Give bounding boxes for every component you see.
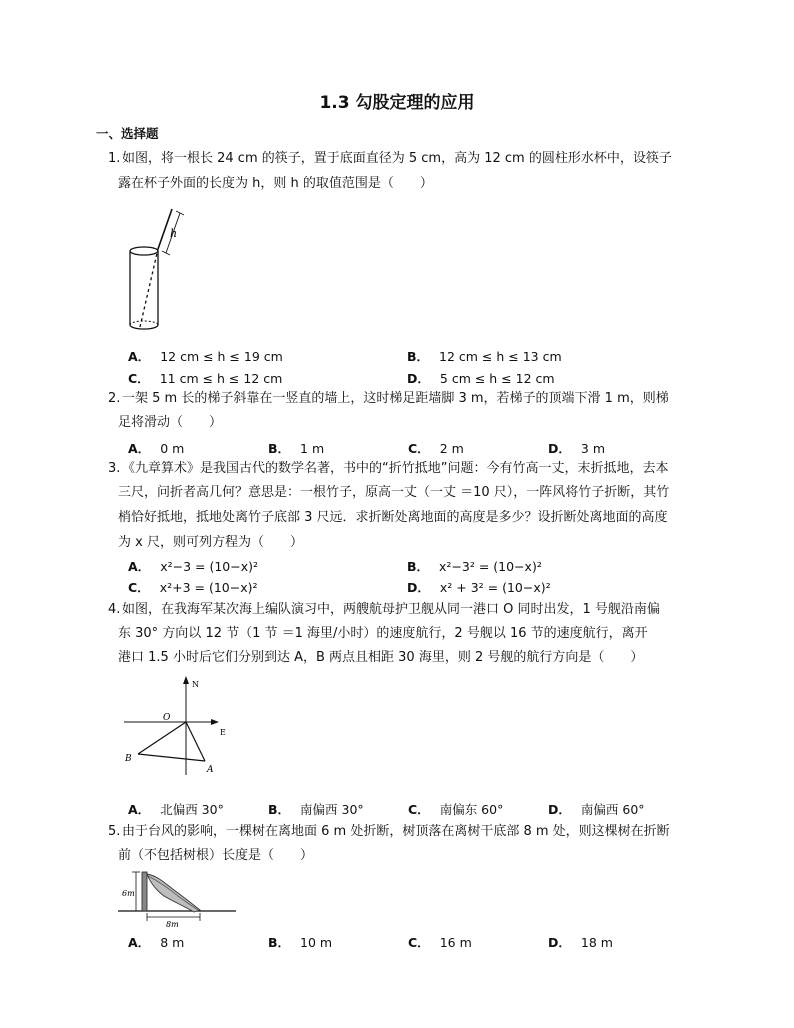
q4-option-b[interactable] [268, 800, 364, 818]
q1-number: 1. [108, 151, 121, 166]
q5-option-c-label: C． [408, 935, 430, 950]
q1-option-d-label: D． [407, 371, 430, 386]
q2-option-d-label: D． [548, 441, 571, 456]
q1-option-a-text: 12 cm ≤ h ≤ 19 cm [160, 349, 283, 364]
q3-line-2: 三尺，问折者高几何？意思是：一根竹子，原高一丈（一丈 ＝10 尺），一阵风将竹子折断，其竹 [118, 485, 670, 500]
q3-line-3: 梢恰好抵地，抵地处离竹子底部 3 尺远．求折断处离地面的高度是多少？设折断处离地面的高度 [118, 510, 668, 525]
q4-option-c[interactable] [408, 800, 503, 818]
east-label: E [220, 728, 226, 737]
tree-height-label: 6m [122, 889, 135, 898]
q3-line-4: 为 x 尺，则可列方程为（ ） [118, 535, 303, 550]
q4-option-a[interactable] [128, 800, 224, 818]
q1-option-d[interactable] [407, 369, 555, 387]
q1-option-c-label: C． [128, 371, 150, 386]
q5-number: 5. [108, 824, 121, 839]
section-heading: 一、选择题 [96, 126, 159, 141]
q2-number: 2. [108, 391, 121, 406]
q1-option-d-text: 5 cm ≤ h ≤ 12 cm [439, 371, 555, 386]
q3-option-a-text: x²−3 = (10−x)² [160, 559, 258, 574]
q1-line-1: 如图，将一根长 24 cm 的筷子，置于底面直径为 5 cm，高为 12 cm 的圆柱形水杯中，设筷子 [122, 151, 672, 166]
q4-number: 4. [108, 602, 121, 617]
q5-option-b-text: 10 m [300, 935, 333, 950]
q2-option-c-label: C． [408, 441, 430, 456]
q3-option-c-text: x²+3 = (10−x)² [159, 580, 258, 595]
q4-option-d[interactable] [548, 800, 645, 818]
q2-option-a-text: 0 m [160, 441, 185, 456]
compass-figure [120, 675, 240, 780]
q2-option-a[interactable] [128, 439, 184, 457]
q4-line-2: 东 30° 方向以 12 节（1 节 ＝1 海里/小时）的速度航行，2 号舰以 16 节的速度航行，离开 [118, 626, 648, 641]
q4-option-b-text: 南偏西 30° [300, 802, 364, 817]
page-title: 1.3 勾股定理的应用 [319, 93, 475, 113]
tree-distance-label: 8m [166, 920, 179, 928]
q5-option-a-text: 8 m [160, 935, 185, 950]
q5-option-c[interactable] [408, 933, 472, 951]
q3-option-c[interactable] [128, 578, 257, 596]
q3-line-1: 《九章算术》是我国古代的数学名著，书中的“折竹抵地”问题：今有竹高一丈，末折抵地，去本 [122, 461, 669, 476]
q3-option-c-label: C． [128, 580, 150, 595]
q4-option-a-label: A． [128, 802, 151, 817]
q5-option-d-label: D． [548, 935, 571, 950]
q1-option-b[interactable] [407, 347, 562, 365]
q4-option-c-label: C． [408, 802, 430, 817]
q3-option-d-text: x² + 3² = (10−x)² [439, 580, 551, 595]
point-b-label: B [125, 754, 132, 764]
q4-option-a-text: 北偏西 30° [160, 802, 224, 817]
q4-line-3: 港口 1.5 小时后它们分别到达 A，B 两点且相距 30 海里，则 2 号舰的航行方向是（ ） [118, 650, 644, 665]
q2-line-1: 一架 5 m 长的梯子斜靠在一竖直的墙上，这时梯足距墙脚 3 m，若梯子的顶端下滑 1 m，则梯 [122, 391, 669, 406]
q2-option-b[interactable] [268, 439, 324, 457]
q3-option-d[interactable] [407, 578, 551, 596]
q5-option-b-label: B． [268, 935, 291, 950]
q5-option-b[interactable] [268, 933, 332, 951]
q1-option-c[interactable] [128, 369, 282, 387]
q3-option-b[interactable] [407, 557, 542, 575]
q2-option-c-text: 2 m [439, 441, 464, 456]
q1-option-a-label: A． [128, 349, 151, 364]
point-a-label: A [207, 765, 214, 775]
q2-option-b-label: B． [268, 441, 291, 456]
q4-line-1: 如图，在我海军某次海上编队演习中，两艘航母护卫舰从同一港口 O 同时出发，1 号舰沿南偏 [122, 602, 660, 617]
q2-option-a-label: A． [128, 441, 151, 456]
q3-option-a-label: A． [128, 559, 151, 574]
q5-option-c-text: 16 m [439, 935, 472, 950]
q3-option-b-text: x²−3² = (10−x)² [439, 559, 542, 574]
q4-option-b-label: B． [268, 802, 291, 817]
north-label: N [192, 680, 199, 689]
q1-option-b-text: 12 cm ≤ h ≤ 13 cm [439, 349, 562, 364]
broken-tree-figure [118, 866, 238, 928]
q3-number: 3. [108, 461, 121, 476]
q3-option-a[interactable] [128, 557, 258, 575]
q5-option-a-label: A． [128, 935, 151, 950]
q1-option-a[interactable] [128, 347, 283, 365]
origin-label: O [163, 713, 171, 723]
q5-option-d-text: 18 m [580, 935, 613, 950]
q1-option-c-text: 11 cm ≤ h ≤ 12 cm [159, 371, 283, 386]
q2-line-2: 足将滑动（ ） [118, 415, 223, 430]
q3-option-d-label: D． [407, 580, 430, 595]
q4-option-d-text: 南偏西 60° [580, 802, 645, 817]
q1-line-2: 露在杯子外面的长度为 h，则 h 的取值范围是（ ） [118, 176, 433, 191]
cup-chopstick-figure [120, 205, 200, 335]
q2-option-b-text: 1 m [300, 441, 325, 456]
q4-option-c-text: 南偏东 60° [439, 802, 504, 817]
svg-text:h: h [170, 227, 178, 240]
q2-option-d-text: 3 m [580, 441, 605, 456]
q5-option-d[interactable] [548, 933, 613, 951]
q3-option-b-label: B． [407, 559, 430, 574]
q5-line-1: 由于台风的影响，一棵树在离地面 6 m 处折断，树顶落在离树干底部 8 m 处，则这棵树在折断 [122, 824, 670, 839]
q1-option-b-label: B． [407, 349, 430, 364]
q2-option-c[interactable] [408, 439, 464, 457]
q5-line-2: 前（不包括树根）长度是（ ） [118, 848, 314, 863]
q5-option-a[interactable] [128, 933, 184, 951]
q4-option-d-label: D． [548, 802, 571, 817]
q2-option-d[interactable] [548, 439, 605, 457]
